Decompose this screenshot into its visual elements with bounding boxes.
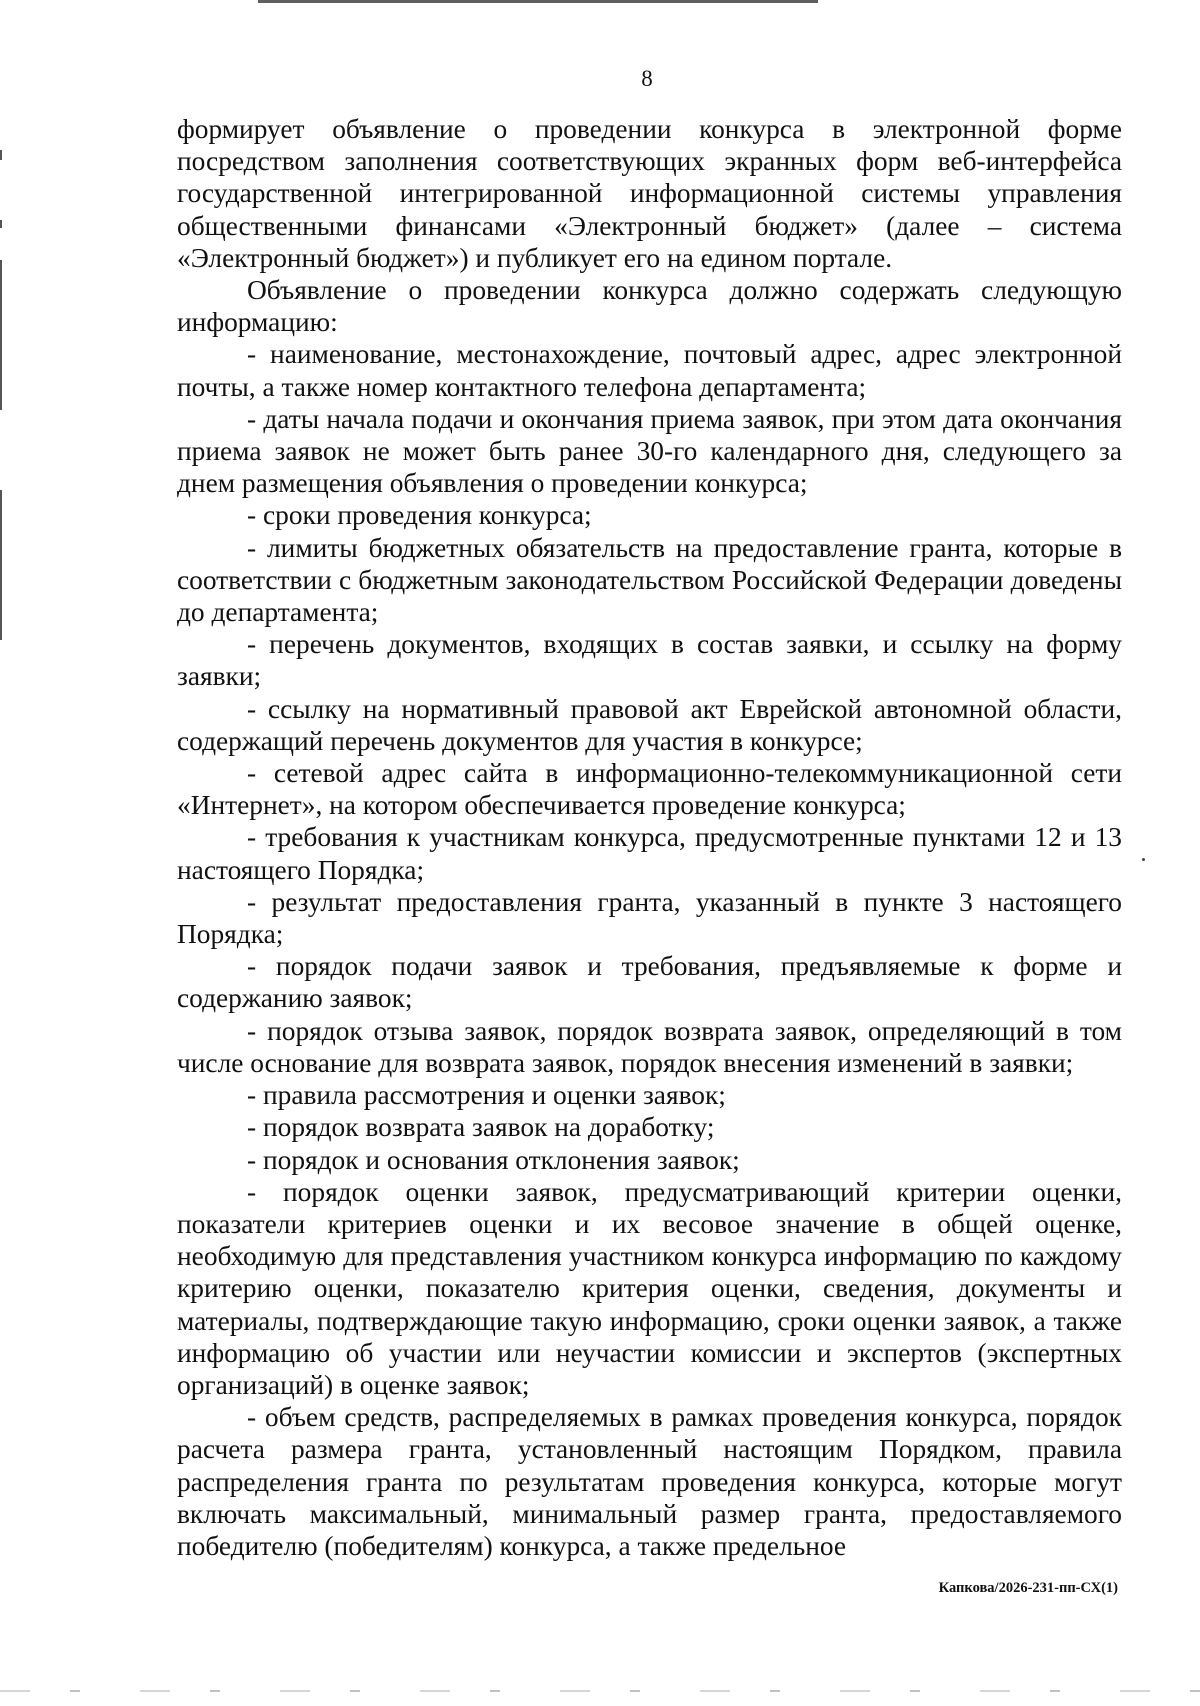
list-item-evaluation: - порядок оценки заявок, предусматривающий критерии оценки, показатели критериев оценки и их весовое значение в общей оценке, необходимую для представления участником конкурса информацию по каждому критерию оценки, показателю критерия оценки, сведения, документы и материалы, подтверждающие такую информацию, сроки оценки заявок, а также информацию об участии или неучастии комиссии и экспертов (экспертных организаций) в оценке заявок; <box>177 1176 1122 1400</box>
list-item-review-rules: - правила рассмотрения и оценки заявок; <box>247 1080 726 1111</box>
paragraph-announcement-intro: Объявление о проведении конкурса должно содержать следующую информацию: <box>177 275 1122 338</box>
scan-edge-marks <box>0 150 3 670</box>
scan-bottom-noise <box>0 1690 1200 1692</box>
page-number: 8 <box>641 66 653 91</box>
document-body <box>177 113 1122 1562</box>
list-item-return: - порядок возврата заявок на доработку; <box>247 1112 715 1143</box>
list-item-submission: - порядок подачи заявок и требования, предъявляемые к форме и содержанию заявок; <box>177 951 1122 1014</box>
list-item-dates: - даты начала подачи и окончания приема заявок, при этом дата окончания приема заявок не может быть ранее 30-го календарного дня, следующего за днем размещения объявления о проведении конкурса; <box>177 403 1122 499</box>
list-item-result: - результат предоставления гранта, указанный в пункте 3 настоящего Порядка; <box>177 886 1122 950</box>
list-item-rejection: - порядок и основания отклонения заявок; <box>247 1144 740 1175</box>
list-item-requirements: - требования к участникам конкурса, предусмотренные пунктами 12 и 13 настоящего Порядка; <box>177 822 1122 885</box>
list-item-terms: - сроки проведения конкурса; <box>247 500 592 531</box>
list-item-website: - сетевой адрес сайта в информационно-телекоммуникационной сети «Интернет», на котором обеспечивается проведение конкурса; <box>177 758 1122 821</box>
scan-speck <box>1142 858 1145 861</box>
list-item-funds: - объем средств, распределяемых в рамках проведения конкурса, порядок расчета размера гранта, установленный настоящим Порядком, правила распределения гранта по результатам проведения конкурса, которые могут включать максимальный, минимальный размер гранта, предоставляемого победителю (победителям) конкурса, а также предельное <box>177 1402 1122 1561</box>
list-item-documents: - перечень документов, входящих в состав заявки, и ссылку на форму заявки; <box>177 629 1122 692</box>
paragraph-continuation: формирует объявление о проведении конкурса в электронной форме посредством заполнения соответствующих экранных форм веб-интерфейса государственной интегрированной информационной системы управления общественными финансами «Электронный бюджет» (далее – система «Электронный бюджет») и публикует его на едином портале. <box>177 114 1122 273</box>
list-item-withdrawal: - порядок отзыва заявок, порядок возврата заявок, определяющий в том числе основание для возврата заявок, порядок внесения изменений в заявки; <box>177 1015 1122 1078</box>
list-item-legal-act: - ссылку на нормативный правовой акт Еврейской автономной области, содержащий перечень документов для участия в конкурсе; <box>177 693 1122 756</box>
scan-top-rule <box>258 0 818 3</box>
document-footer-code: Капкова/2026-231-пп-СХ(1) <box>938 1580 1118 1596</box>
list-item-contacts: - наименование, местонахождение, почтовый адрес, адрес электронной почты, а также номер контактного телефона департамента; <box>177 339 1122 402</box>
list-item-limits: - лимиты бюджетных обязательств на предоставление гранта, которые в соответствии с бюджетным законодательством Российской Федерации доведены до департамента; <box>177 532 1122 628</box>
